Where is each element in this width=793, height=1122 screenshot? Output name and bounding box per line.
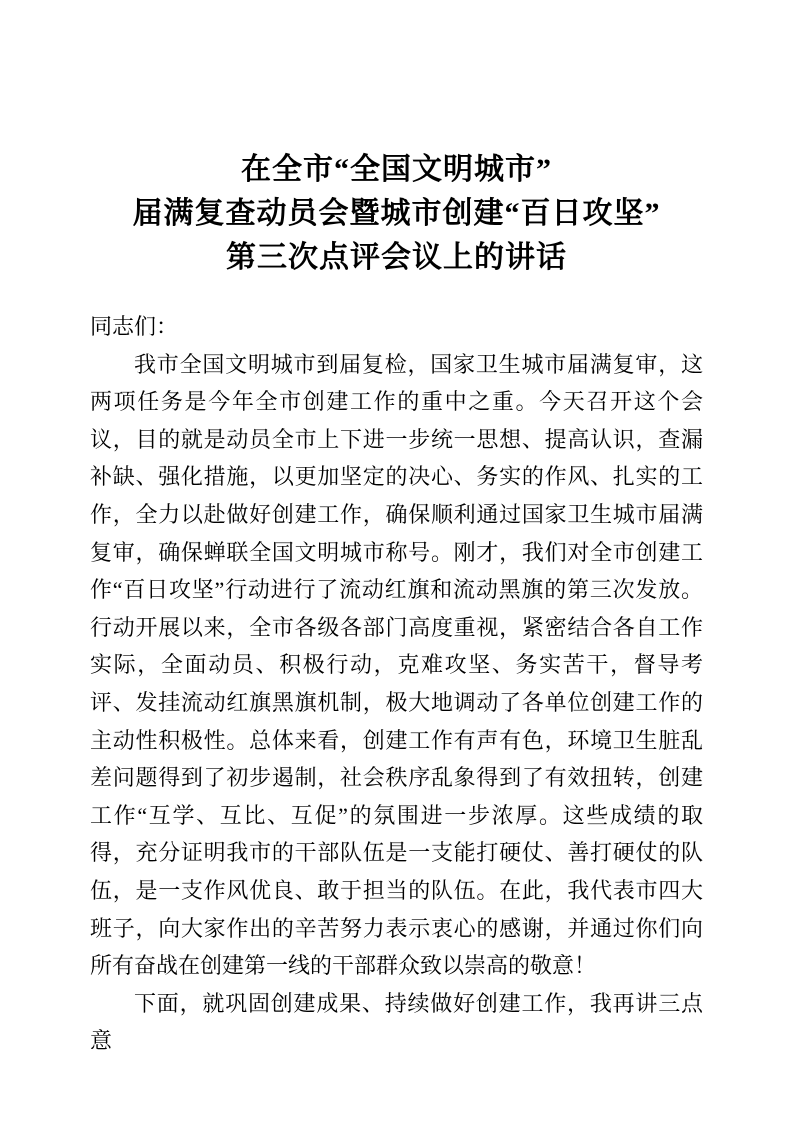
title-line-1: 在全市“全国文明城市” [241, 153, 552, 186]
title-line-3: 第三次点评会议上的讲话 [226, 241, 567, 274]
document-title [90, 148, 703, 280]
salutation: 同志们： [90, 314, 179, 339]
paragraph: 我市全国文明城市到届复检，国家卫生城市届满复审，这两项任务是今年全市创建工作的重中之重。今天召开这个会议，目的就是动员全市上下进一步统一思想、提高认识，查漏补缺、强化措施，以更加坚定的决心、务实的作风、扎实的工作，全力以赴做好创建工作，确保顺利通过国家卫生城市届满复审，确保蝉联全国文明城市称号。刚才，我们对全市创建工作“百日攻坚”行动进行了流动红旗和流动黑旗的第三次发放。行动开展以来，全市各级各部门高度重视，紧密结合各自工作实际，全面动员、积极行动，克难攻坚、务实苦干，督导考评、发挂流动红旗黑旗机制，极大地调动了各单位创建工作的主动性积极性。总体来看，创建工作有声有色，环境卫生脏乱差问题得到了初步遏制，社会秩序乱象得到了有效扭转，创建工作“互学、互比、互促”的氛围进一步浓厚。这些成绩的取得，充分证明我市的干部队伍是一支能打硬仗、善打硬仗的队伍，是一支作风优良、敢于担当的队伍。在此，我代表市四大班子，向大家作出的辛苦努力表示衷心的感谢，并通过你们向所有奋战在创建第一线的干部群众致以崇高的敬意！ [90, 351, 703, 979]
paragraph: 下面，就巩固创建成果、持续做好创建工作，我再讲三点意 [90, 990, 703, 1054]
title-line-2: 届满复查动员会暨城市创建“百日攻坚” [132, 197, 661, 230]
document-body [90, 308, 703, 1060]
